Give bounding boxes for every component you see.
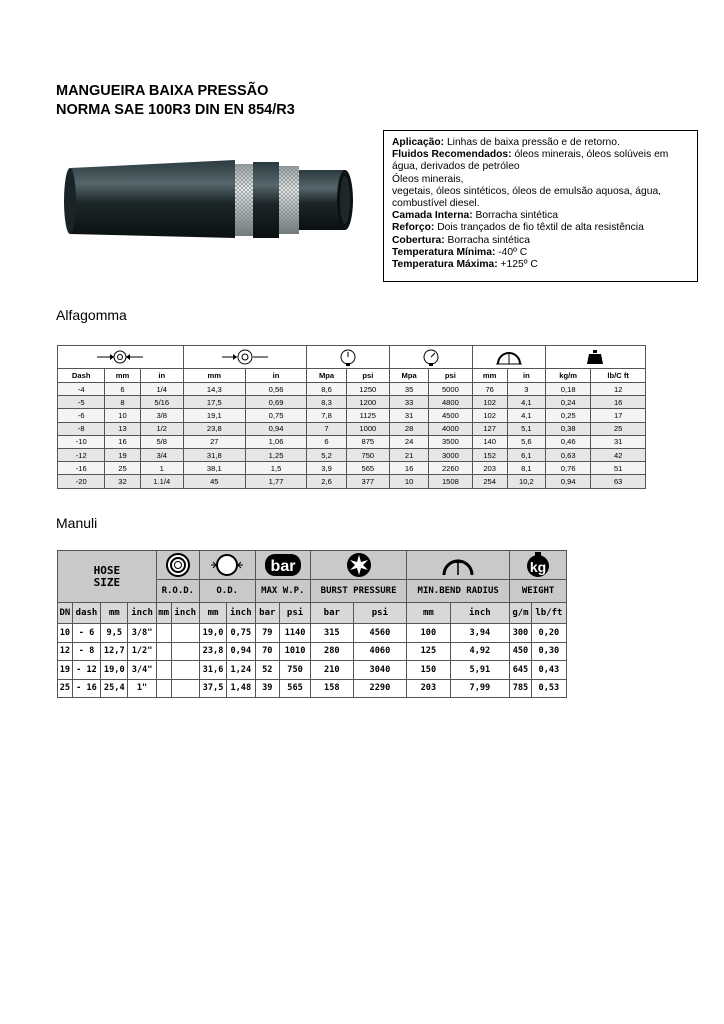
table-cell: 4560 <box>353 624 407 643</box>
table-cell: 1508 <box>429 475 472 488</box>
table-cell: 152 <box>472 448 507 461</box>
alfagomma-col-header: mm <box>105 369 140 383</box>
fluidos-line-3: vegetais, óleos sintéticos, óleos de emulsão aquosa, água, combustível diesel. <box>392 185 662 210</box>
table-cell: 0,63 <box>545 448 590 461</box>
hose-image <box>60 150 380 250</box>
table-cell: 3 <box>507 383 545 396</box>
manuli-col-header: inch <box>450 603 510 624</box>
table-cell: 1000 <box>346 422 389 435</box>
table-cell: 10,2 <box>507 475 545 488</box>
alfagomma-col-header: Mpa <box>307 369 346 383</box>
table-cell: 254 <box>472 475 507 488</box>
table-cell: 5000 <box>429 383 472 396</box>
table-cell: 1 <box>140 462 183 475</box>
alfagomma-col-header: in <box>507 369 545 383</box>
table-row <box>58 422 646 435</box>
table-cell: 79 <box>255 624 280 643</box>
table-row <box>58 462 646 475</box>
table-cell: 140 <box>472 435 507 448</box>
table-cell: 16 <box>591 396 646 409</box>
table-cell: 3/4" <box>128 661 156 680</box>
manuli-col-header: inch <box>171 603 199 624</box>
table-cell: 31 <box>591 435 646 448</box>
alfagomma-col-header: in <box>245 369 307 383</box>
table-cell: 8,6 <box>307 383 346 396</box>
temp-max-label: Temperatura Máxima: <box>392 259 498 271</box>
table-row <box>58 396 646 409</box>
table-cell: 203 <box>472 462 507 475</box>
aplicacao-value: Linhas de baixa pressão e de retorno. <box>444 137 620 148</box>
table-cell: 31 <box>390 409 429 422</box>
table-cell: 450 <box>510 642 532 661</box>
fluidos-value: óleos minerais, óleos solúveis em água, derivados de petróleo <box>392 149 669 173</box>
table-cell: -16 <box>58 462 105 475</box>
table-cell: 4060 <box>353 642 407 661</box>
alfagomma-col-header: lb/C ft <box>591 369 646 383</box>
table-cell: 0,94 <box>245 422 307 435</box>
alfagomma-col-header: psi <box>346 369 389 383</box>
table-cell: 0,20 <box>531 624 566 643</box>
table-cell: 0,94 <box>227 642 255 661</box>
table-cell: - 6 <box>72 624 100 643</box>
table-cell: 875 <box>346 435 389 448</box>
table-cell: 150 <box>407 661 450 680</box>
alfagomma-col-header: Dash <box>58 369 105 383</box>
manuli-group-header: R.O.D. <box>156 580 199 603</box>
table-cell: 10 <box>58 624 73 643</box>
bar-icon <box>255 551 311 580</box>
temp-min-value: -40º C <box>495 246 528 258</box>
burst-star-icon <box>311 551 407 580</box>
table-cell: 25 <box>591 422 646 435</box>
table-cell: 25,4 <box>101 679 128 698</box>
table-cell <box>156 679 171 698</box>
manuli-heading: Manuli <box>56 515 98 531</box>
table-cell: -5 <box>58 396 105 409</box>
table-cell: 63 <box>591 475 646 488</box>
table-row <box>58 679 567 698</box>
table-cell: 1010 <box>280 642 311 661</box>
table-cell: 8,1 <box>507 462 545 475</box>
table-cell: 24 <box>390 435 429 448</box>
table-cell: - 8 <box>72 642 100 661</box>
table-cell: 1,25 <box>245 448 307 461</box>
table-cell: 7,8 <box>307 409 346 422</box>
table-cell: 0,38 <box>545 422 590 435</box>
table-cell: 45 <box>183 475 245 488</box>
table-cell: 6 <box>307 435 346 448</box>
table-cell: 33 <box>390 396 429 409</box>
table-cell: - 12 <box>72 661 100 680</box>
table-cell: 5/16 <box>140 396 183 409</box>
hose-size-line-2: SIZE <box>93 575 121 589</box>
table-cell: 0,56 <box>245 383 307 396</box>
manuli-group-header: O.D. <box>199 580 255 603</box>
manuli-col-header: inch <box>227 603 255 624</box>
table-cell: 21 <box>390 448 429 461</box>
table-cell: 31,6 <box>199 661 226 680</box>
manuli-group-header: MAX W.P. <box>255 580 311 603</box>
table-cell: 645 <box>510 661 532 680</box>
table-cell: 9,5 <box>101 624 128 643</box>
table-cell: 7 <box>307 422 346 435</box>
table-cell: -20 <box>58 475 105 488</box>
table-cell: 100 <box>407 624 450 643</box>
table-cell: 19 <box>105 448 140 461</box>
manuli-col-header: DN <box>58 603 73 624</box>
table-cell: 3,9 <box>307 462 346 475</box>
table-cell: 5/8 <box>140 435 183 448</box>
manuli-col-header: psi <box>280 603 311 624</box>
table-cell: 5,1 <box>507 422 545 435</box>
table-cell: 3/8" <box>128 624 156 643</box>
table-cell: 25 <box>105 462 140 475</box>
table-cell: 31,8 <box>183 448 245 461</box>
table-cell: 785 <box>510 679 532 698</box>
table-cell: 4800 <box>429 396 472 409</box>
table-cell: 1" <box>128 679 156 698</box>
table-cell: 1200 <box>346 396 389 409</box>
table-cell: 4000 <box>429 422 472 435</box>
table-cell <box>156 624 171 643</box>
manuli-col-header: bar <box>255 603 280 624</box>
table-cell: 23,8 <box>199 642 226 661</box>
camada-value: Borracha sintética <box>472 210 558 222</box>
table-cell: 7,99 <box>450 679 510 698</box>
title-line-1: MANGUEIRA BAIXA PRESSÃO <box>56 83 269 99</box>
table-row <box>58 624 567 643</box>
hose-size-line-1: HOSE <box>93 563 121 577</box>
temp-max-value: +125º C <box>497 259 538 271</box>
camada-label: Camada Interna: <box>392 210 473 222</box>
table-cell: 0,75 <box>245 409 307 422</box>
cobertura-label: Cobertura: <box>392 234 445 246</box>
table-cell: 6,1 <box>507 448 545 461</box>
table-cell: 0,75 <box>227 624 255 643</box>
table-cell: 25 <box>58 679 73 698</box>
fluidos-label: Fluidos Recomendados: <box>392 149 512 161</box>
manuli-col-header: dash <box>72 603 100 624</box>
table-cell: 16 <box>390 462 429 475</box>
table-cell: 3000 <box>429 448 472 461</box>
table-cell: - 16 <box>72 679 100 698</box>
table-cell: 5,2 <box>307 448 346 461</box>
alfagomma-heading: Alfagomma <box>56 307 127 323</box>
kg-icon <box>510 551 567 580</box>
manuli-col-header: mm <box>199 603 226 624</box>
hose-size-header <box>58 551 157 603</box>
table-cell: 0,43 <box>531 661 566 680</box>
manuli-col-header: mm <box>407 603 450 624</box>
table-cell: 1/4 <box>140 383 183 396</box>
table-cell: 2290 <box>353 679 407 698</box>
table-cell: 19,1 <box>183 409 245 422</box>
table-cell: 32 <box>105 475 140 488</box>
table-cell: 750 <box>280 661 311 680</box>
alfagomma-table <box>57 345 646 489</box>
table-cell <box>156 661 171 680</box>
table-cell: 1,06 <box>245 435 307 448</box>
table-cell: 2260 <box>429 462 472 475</box>
table-cell: 3500 <box>429 435 472 448</box>
inner-diameter-icon <box>58 346 184 369</box>
table-cell: 70 <box>255 642 280 661</box>
alfagomma-col-header: kg/m <box>545 369 590 383</box>
specifications-box <box>383 130 698 282</box>
table-row <box>58 661 567 680</box>
table-cell: 0,24 <box>545 396 590 409</box>
table-cell: 3/4 <box>140 448 183 461</box>
table-cell <box>171 642 199 661</box>
alfagomma-col-header: Mpa <box>390 369 429 383</box>
table-cell: 1,5 <box>245 462 307 475</box>
manuli-col-header: psi <box>353 603 407 624</box>
table-cell: 4500 <box>429 409 472 422</box>
manuli-col-header: bar <box>311 603 354 624</box>
table-cell: -4 <box>58 383 105 396</box>
bend-radius-icon-manuli <box>407 551 510 580</box>
aplicacao-label: Aplicação: <box>392 137 445 148</box>
document-title <box>56 82 295 120</box>
table-cell: 0,53 <box>531 679 566 698</box>
table-row <box>58 383 646 396</box>
manuli-col-header: mm <box>156 603 171 624</box>
manuli-group-header: WEIGHT <box>510 580 567 603</box>
table-cell: 12 <box>58 642 73 661</box>
manuli-table <box>57 550 567 698</box>
table-cell: 8 <box>105 396 140 409</box>
table-cell: 0,18 <box>545 383 590 396</box>
table-cell: 315 <box>311 624 354 643</box>
table-cell <box>171 661 199 680</box>
table-cell: 1,48 <box>227 679 255 698</box>
table-cell: -10 <box>58 435 105 448</box>
table-cell: 0,69 <box>245 396 307 409</box>
table-cell: 125 <box>407 642 450 661</box>
table-cell: 27 <box>183 435 245 448</box>
table-cell: 377 <box>346 475 389 488</box>
alfagomma-col-header: in <box>140 369 183 383</box>
table-row <box>58 448 646 461</box>
manuli-col-header: mm <box>101 603 128 624</box>
alfagomma-col-header: mm <box>183 369 245 383</box>
table-cell: 35 <box>390 383 429 396</box>
table-cell: 5,91 <box>450 661 510 680</box>
table-cell: 19,0 <box>199 624 226 643</box>
table-cell: 3/8 <box>140 409 183 422</box>
table-cell: 5,6 <box>507 435 545 448</box>
table-cell: 23,8 <box>183 422 245 435</box>
fluidos-line-2: Óleos minerais, <box>392 173 464 185</box>
table-cell: 0,30 <box>531 642 566 661</box>
table-cell: 1,24 <box>227 661 255 680</box>
table-cell: 158 <box>311 679 354 698</box>
table-cell: 51 <box>591 462 646 475</box>
table-cell: 13 <box>105 422 140 435</box>
table-cell: 3040 <box>353 661 407 680</box>
table-cell: 3,94 <box>450 624 510 643</box>
table-cell: 1,77 <box>245 475 307 488</box>
table-cell: 12 <box>591 383 646 396</box>
table-cell: 1140 <box>280 624 311 643</box>
table-cell: 37,5 <box>199 679 226 698</box>
table-cell: 565 <box>280 679 311 698</box>
outer-diameter-icon-manuli <box>199 551 255 580</box>
table-cell: 1250 <box>346 383 389 396</box>
table-cell: 0,25 <box>545 409 590 422</box>
table-cell: 8,3 <box>307 396 346 409</box>
table-row <box>58 642 567 661</box>
table-cell: 19 <box>58 661 73 680</box>
table-cell: 102 <box>472 396 507 409</box>
table-cell: 0,46 <box>545 435 590 448</box>
table-cell: 17,5 <box>183 396 245 409</box>
temp-min-label: Temperatura Mínima: <box>392 246 496 258</box>
table-cell: 127 <box>472 422 507 435</box>
table-cell: 4,1 <box>507 409 545 422</box>
table-cell <box>171 679 199 698</box>
table-row <box>58 409 646 422</box>
table-cell <box>171 624 199 643</box>
table-cell: 52 <box>255 661 280 680</box>
table-cell: -6 <box>58 409 105 422</box>
reforco-value: Dois trançados de fio têxtil de alta resistência <box>434 222 644 234</box>
table-cell: 39 <box>255 679 280 698</box>
table-cell: 12,7 <box>101 642 128 661</box>
table-cell: 280 <box>311 642 354 661</box>
table-cell: 16 <box>105 435 140 448</box>
table-cell: 14,3 <box>183 383 245 396</box>
burst-pressure-gauge-icon <box>390 346 473 369</box>
table-cell: 28 <box>390 422 429 435</box>
table-cell: 10 <box>105 409 140 422</box>
table-cell: 1/2" <box>128 642 156 661</box>
table-cell: 2,6 <box>307 475 346 488</box>
table-cell: 6 <box>105 383 140 396</box>
table-cell: 42 <box>591 448 646 461</box>
manuli-col-header: lb/ft <box>531 603 566 624</box>
kg-icon-text: kg <box>529 559 547 575</box>
table-row <box>58 475 646 488</box>
manuli-group-header: MIN.BEND RADIUS <box>407 580 510 603</box>
table-cell: 17 <box>591 409 646 422</box>
bar-icon-text: bar <box>270 558 296 575</box>
table-cell: 102 <box>472 409 507 422</box>
table-cell: 1.1/4 <box>140 475 183 488</box>
alfagomma-col-header: psi <box>429 369 472 383</box>
reinforcement-od-icon <box>156 551 199 580</box>
cobertura-value: Borracha sintética <box>444 234 530 246</box>
table-cell: 565 <box>346 462 389 475</box>
table-cell: 750 <box>346 448 389 461</box>
table-cell: 210 <box>311 661 354 680</box>
table-cell: 10 <box>390 475 429 488</box>
title-line-2: NORMA SAE 100R3 DIN EN 854/R3 <box>56 102 295 118</box>
table-cell: 38,1 <box>183 462 245 475</box>
table-cell: -12 <box>58 448 105 461</box>
working-pressure-gauge-icon <box>307 346 390 369</box>
table-cell: 300 <box>510 624 532 643</box>
table-cell <box>156 642 171 661</box>
alfagomma-col-header: mm <box>472 369 507 383</box>
manuli-group-header: BURST PRESSURE <box>311 580 407 603</box>
table-cell: 19,0 <box>101 661 128 680</box>
outer-diameter-icon <box>183 346 307 369</box>
table-cell: 0,94 <box>545 475 590 488</box>
table-cell: 203 <box>407 679 450 698</box>
manuli-col-header: g/m <box>510 603 532 624</box>
table-cell: 4,1 <box>507 396 545 409</box>
table-cell: 76 <box>472 383 507 396</box>
table-cell: 0,76 <box>545 462 590 475</box>
table-cell: -8 <box>58 422 105 435</box>
table-cell: 1125 <box>346 409 389 422</box>
reforco-label: Reforço: <box>392 222 435 234</box>
table-cell: 1/2 <box>140 422 183 435</box>
table-row <box>58 435 646 448</box>
bend-radius-icon <box>472 346 545 369</box>
weight-icon <box>545 346 645 369</box>
manuli-col-header: inch <box>128 603 156 624</box>
table-cell: 4,92 <box>450 642 510 661</box>
